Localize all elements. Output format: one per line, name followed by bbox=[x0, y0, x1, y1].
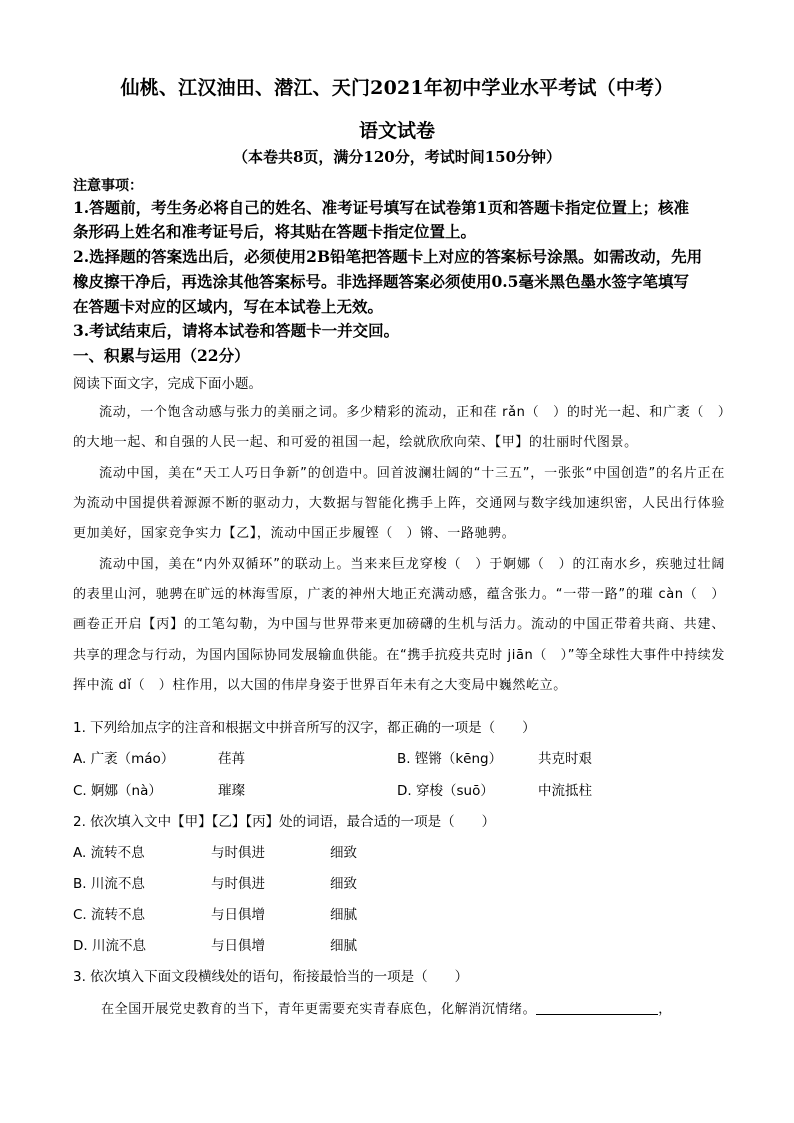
q1-option-a-word: 荏苒 bbox=[218, 751, 245, 767]
notice-line: 1.答题前，考生务必将自己的姓名、准考证号填写在试卷第1页和答题卡指定位置上；核准 bbox=[73, 198, 689, 217]
notice-line: 橡皮擦干净后，再选涂其他答案标号。非选择题答案必须使用0.5毫米黑色墨水签字笔填写 bbox=[73, 272, 689, 291]
section-heading: 一、积累与运用（22分） bbox=[73, 346, 250, 365]
q1-option-b[interactable]: B. 铿锵（kēng） bbox=[397, 751, 503, 767]
question-1-stem: 1. 下列给加点字的注音和根据文中拼音所写的汉字，都正确的一项是（ ） bbox=[73, 720, 536, 736]
notice-line: 2.选择题的答案选出后，必须使用2B铅笔把答题卡上对应的答案标号涂黑。如需改动，先用 bbox=[73, 247, 703, 266]
q2-option-b-word3: 细致 bbox=[330, 876, 357, 892]
exam-subtitle: 语文试卷 bbox=[358, 120, 435, 142]
passage-paragraph: 流动中国，美在“内外双循环”的联动上。当来来巨龙穿梭（ ）于婀娜（ ）的江南水乡，疾驰过壮阔的表里山河，驰骋在旷远的林海雪原，广袤的神州大地正充满动感，蕴含张力。“一带一路”的璀 càn（ ）画卷正开启【丙】的工笔勾勒，为中国与世界带来更加磅礴的生机与活力。流动的中国正带着共商、共建、共享的理念与行动，为国内国际协同发展输血供能。在“携手抗疫共克时 jiān（ ）”等全球性大事件中持续发挥中流 dǐ（ ）柱作用，以大国的伟岸身姿于世界百年未有之大变局中巍然屹立。 bbox=[73, 557, 725, 693]
notice-heading: 注意事项： bbox=[73, 178, 143, 194]
q1-option-a[interactable]: A. 广袤（máo） bbox=[73, 751, 175, 767]
notice-line: 条形码上姓名和准考证号后，将其贴在答题卡指定位置上。 bbox=[73, 222, 477, 241]
answer-blank[interactable] bbox=[536, 1000, 658, 1015]
q2-option-b-word2: 与时俱进 bbox=[211, 876, 265, 892]
section-instruction: 阅读下面文字，完成下面小题。 bbox=[73, 376, 262, 392]
q2-option-c-word3: 细腻 bbox=[330, 907, 357, 923]
q2-option-a[interactable]: A. 流转不息 bbox=[73, 845, 145, 861]
q2-option-d-word3: 细腻 bbox=[330, 938, 357, 954]
q2-option-c[interactable]: C. 流转不息 bbox=[73, 907, 146, 923]
q2-option-a-word2: 与时俱进 bbox=[211, 845, 265, 861]
q1-option-c-word: 璀璨 bbox=[218, 783, 245, 799]
passage-paragraph: 流动，一个饱含动感与张力的美丽之词。多少精彩的流动，正和荏 rǎn（ ）的时光一起、和广袤（ ）的大地一起、和自强的人民一起、和可爱的祖国一起，绘就欣欣向荣、【甲】的壮丽时代图景。 bbox=[73, 405, 725, 451]
q2-option-a-word3: 细致 bbox=[330, 845, 357, 861]
question-3-sentence: 在全国开展党史教育的当下，青年更需要充实青春底色，化解消沉情绪。 bbox=[101, 1002, 537, 1017]
notice-line: 在答题卡对应的区域内，写在本试卷上无效。 bbox=[73, 297, 384, 316]
question-2-stem: 2. 依次填入文中【甲】【乙】【丙】处的词语，最合适的一项是（ ） bbox=[73, 814, 496, 830]
passage-paragraph: 流动中国，美在“天工人巧日争新”的创造中。回首波澜壮阔的“十三五”，一张张“中国创造”的名片正在为流动中国提供着源源不断的驱动力，大数据与智能化携手上阵，交通网与数字线加速织密，人民出行体验更加美好，国家竞争实力【乙】，流动中国正步履铿（ ）锵、一路驰骋。 bbox=[73, 466, 725, 542]
q2-option-d-word2: 与日俱增 bbox=[211, 938, 265, 954]
q1-option-d-word: 中流抵柱 bbox=[538, 783, 592, 799]
notice-line: 3.考试结束后，请将本试卷和答题卡一并交回。 bbox=[73, 321, 400, 340]
exam-title: 仙桃、江汉油田、潜江、天门2021年初中学业水平考试（中考） bbox=[120, 77, 674, 99]
q1-option-d[interactable]: D. 穿梭（suō） bbox=[397, 783, 494, 799]
question-3-tail: ， bbox=[658, 1002, 672, 1017]
q2-option-d[interactable]: D. 川流不息 bbox=[73, 938, 146, 954]
q1-option-c[interactable]: C. 婀娜（nà） bbox=[73, 783, 162, 799]
q1-option-b-word: 共克时艰 bbox=[538, 751, 592, 767]
question-3-text bbox=[101, 998, 672, 1017]
exam-info: （本卷共8页，满分120分，考试时间150分钟） bbox=[232, 148, 562, 166]
q2-option-b[interactable]: B. 川流不息 bbox=[73, 876, 145, 892]
question-3-stem: 3. 依次填入下面文段横线处的语句，衔接最恰当的一项是（ ） bbox=[73, 969, 469, 985]
q2-option-c-word2: 与日俱增 bbox=[211, 907, 265, 923]
